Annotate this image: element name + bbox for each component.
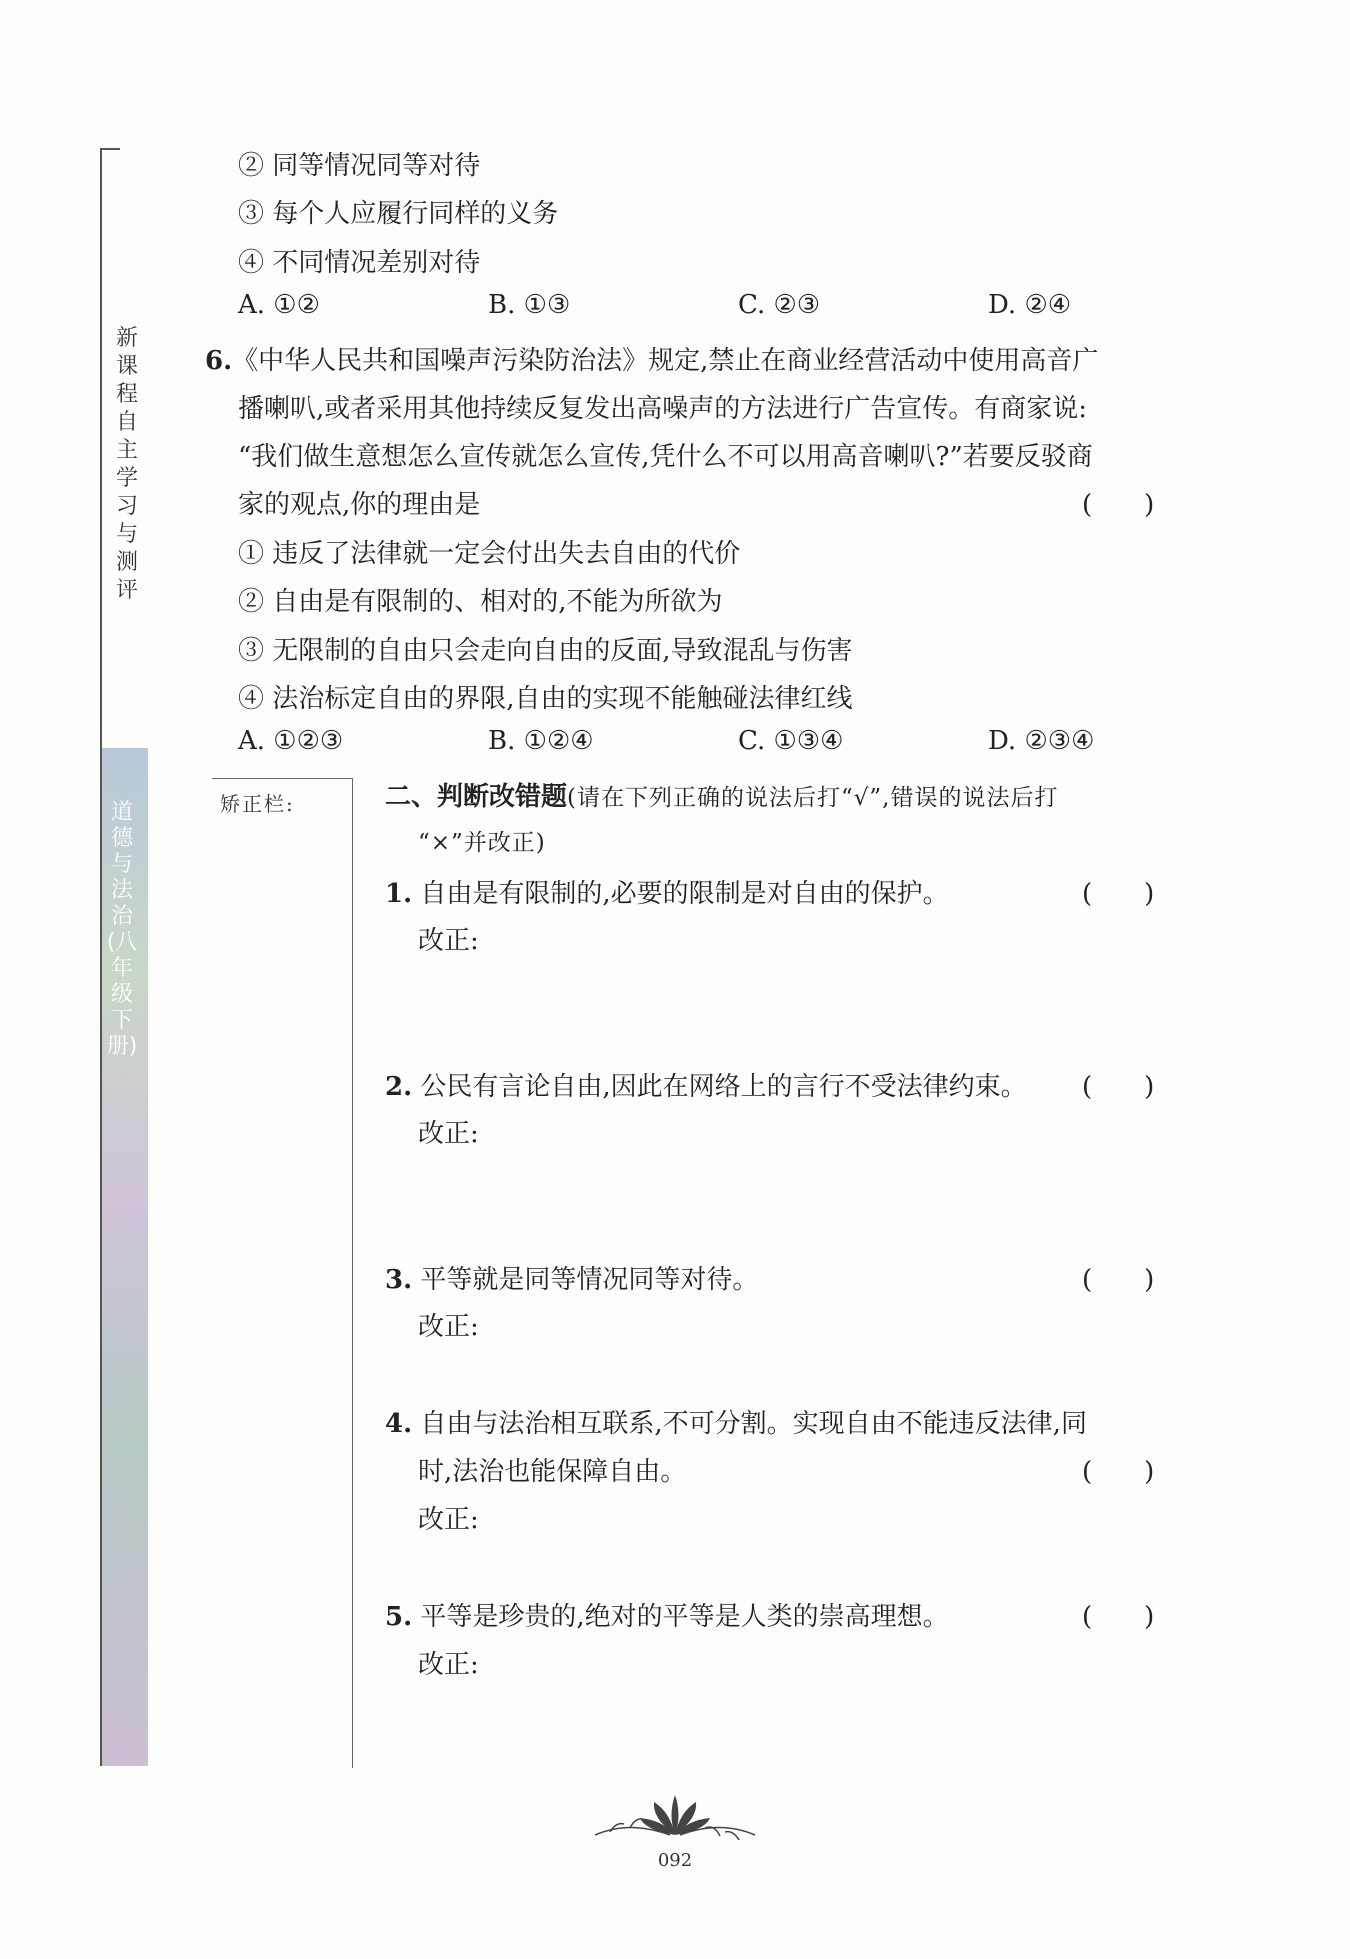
judge-q1-fix-label: 改正: xyxy=(418,926,479,956)
q6-option-a: A. ①②③ xyxy=(238,726,344,756)
q5-option-c: C. ②③ xyxy=(738,290,821,320)
q5-item-3: ③ 每个人应履行同样的义务 xyxy=(238,199,559,229)
q5-item-4: ④ 不同情况差别对待 xyxy=(238,248,481,278)
judge-q5-paren: ( ) xyxy=(1082,1602,1155,1632)
correction-column-top-rule xyxy=(212,778,352,779)
q6-option-c: C. ①③④ xyxy=(738,726,844,756)
judge-q3-fix-label: 改正: xyxy=(418,1312,479,1342)
judge-q2: 2. 公民有言论自由,因此在网络上的言行不受法律约束。 xyxy=(385,1072,1027,1102)
section-2-heading xyxy=(385,776,1058,813)
q6-item-2: ② 自由是有限制的、相对的,不能为所欲为 xyxy=(238,587,723,617)
judge-q5: 5. 平等是珍贵的,绝对的平等是人类的崇高理想。 xyxy=(385,1602,949,1632)
judge-q4-line-2: 时,法治也能保障自由。 xyxy=(418,1457,687,1487)
book-title: 道德与法治(八年级下册) xyxy=(106,800,138,1059)
q6-stem-line-3: “我们做生意想怎么宣传就怎么宣传,凭什么不可以用高音喇叭?”若要反驳商 xyxy=(238,442,1093,472)
judge-q5-fix-label: 改正: xyxy=(418,1650,479,1680)
correction-column-label: 矫正栏: xyxy=(220,792,295,816)
series-title: 新课程自主学习与测评 xyxy=(115,326,138,603)
q5-item-2: ② 同等情况同等对待 xyxy=(238,151,481,181)
leaf-ornament-icon xyxy=(590,1790,760,1850)
q6-item-4: ④ 法治标定自由的界限,自由的实现不能触碰法律红线 xyxy=(238,684,853,714)
q5-option-d: D. ②④ xyxy=(988,290,1072,320)
q6-number: 6. xyxy=(205,346,233,376)
judge-q2-fix-label: 改正: xyxy=(418,1119,479,1149)
q6-item-3: ③ 无限制的自由只会走向自由的反面,导致混乱与伤害 xyxy=(238,636,853,666)
q6-item-1: ① 违反了法律就一定会付出失去自由的代价 xyxy=(238,539,741,569)
judge-q4-paren: ( ) xyxy=(1082,1457,1155,1487)
q6-answer-paren: ( ) xyxy=(1082,490,1155,520)
judge-q1: 1. 自由是有限制的,必要的限制是对自由的保护。 xyxy=(385,879,949,909)
q6-option-b: B. ①②④ xyxy=(488,726,594,756)
q6-option-d: D. ②③④ xyxy=(988,726,1095,756)
judge-q2-paren: ( ) xyxy=(1082,1072,1155,1102)
q5-option-b: B. ①③ xyxy=(488,290,571,320)
page-number: 092 xyxy=(657,1850,693,1871)
section-2-instruction-cont: “×”并改正) xyxy=(418,830,546,856)
section-2-instruction: (请在下列正确的说法后打“√”,错误的说法后打 xyxy=(567,785,1059,811)
q6-stem-line-1: 6.《中华人民共和国噪声污染防治法》规定,禁止在商业经营活动中使用高音广 xyxy=(205,346,1099,376)
judge-q1-paren: ( ) xyxy=(1082,879,1155,909)
section-2-title: 二、判断改错题 xyxy=(385,782,568,812)
correction-column-divider xyxy=(352,778,353,1768)
q6-stem-line-2: 播喇叭,或者采用其他持续反复发出高噪声的方法进行广告宣传。有商家说: xyxy=(238,394,1088,424)
judge-q3: 3. 平等就是同等情况同等对待。 xyxy=(385,1265,759,1295)
judge-q4-fix-label: 改正: xyxy=(418,1505,479,1535)
judge-q3-paren: ( ) xyxy=(1082,1265,1155,1295)
q5-option-a: A. ①② xyxy=(238,290,320,320)
judge-q4: 4. 自由与法治相互联系,不可分割。实现自由不能违反法律,同 xyxy=(385,1409,1087,1439)
q6-stem-line-4: 家的观点,你的理由是 xyxy=(238,490,481,520)
